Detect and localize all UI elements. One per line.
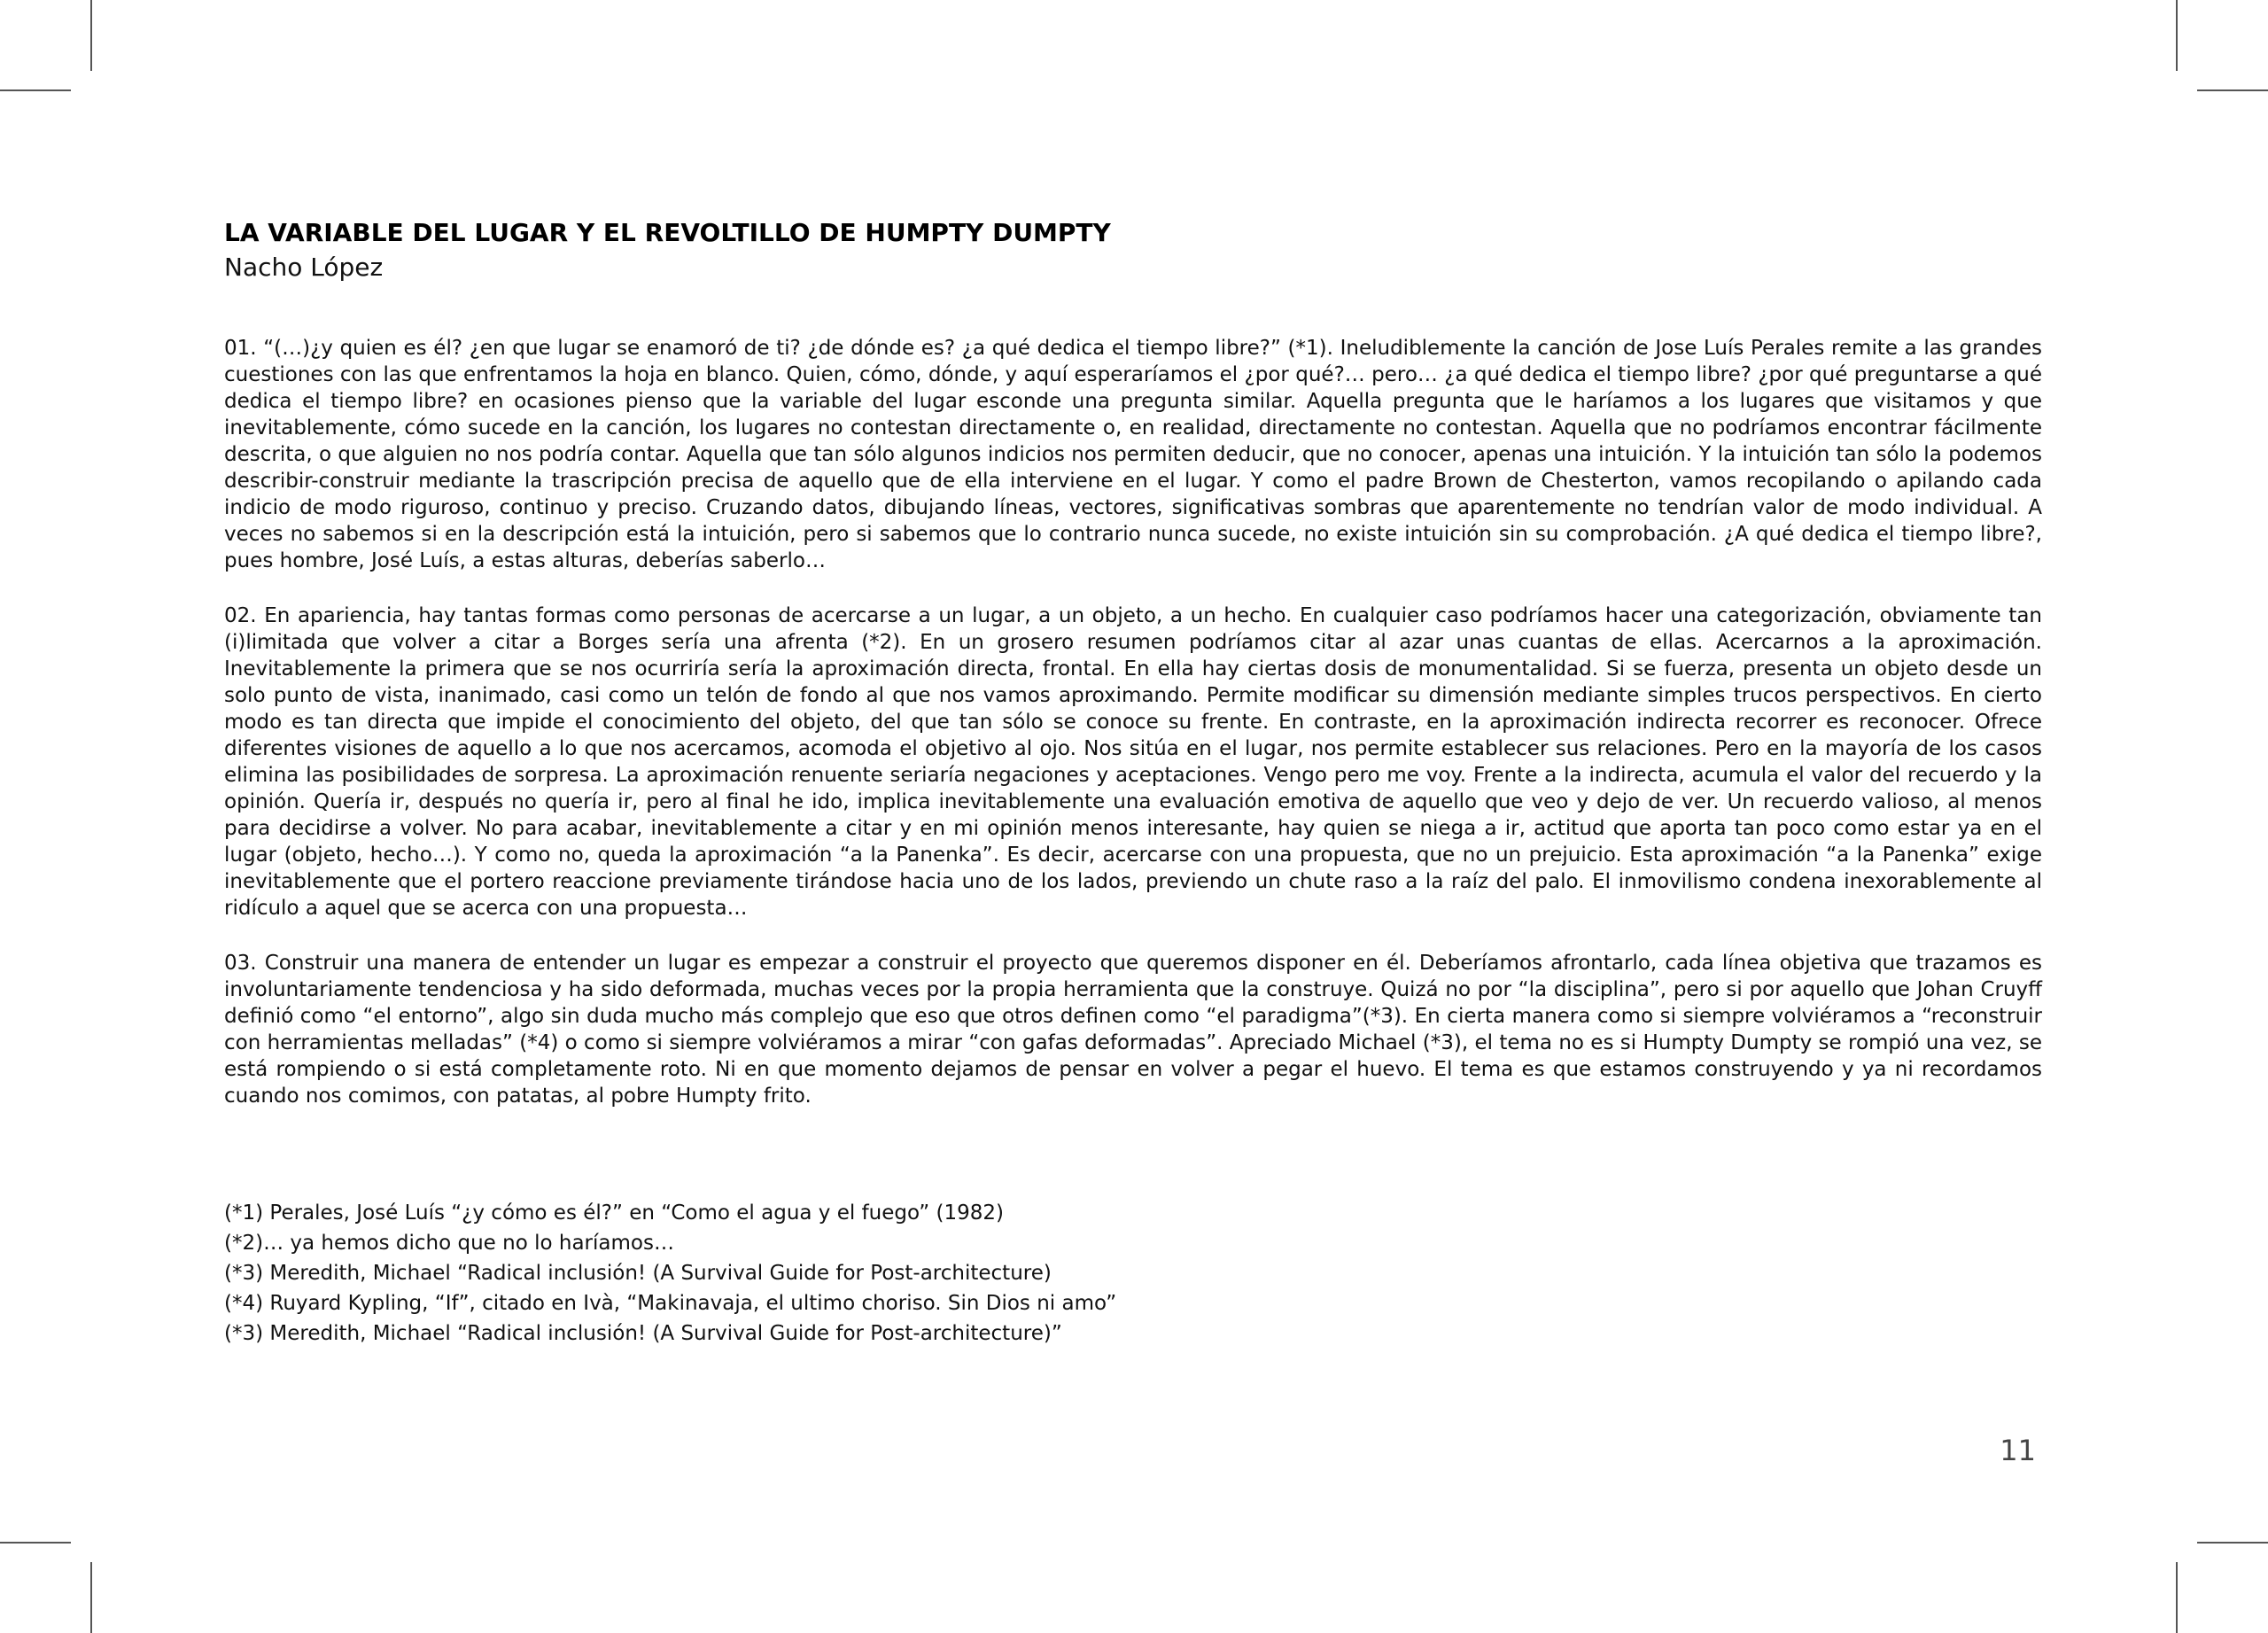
crop-mark bbox=[90, 0, 92, 71]
footnote: (*4) Ruyard Kypling, “If”, citado en Ivà, “Makinavaja, el ultimo choriso. Sin Dios ni amo” bbox=[224, 1292, 1117, 1315]
paragraph-01: 01. “(…)¿y quien es él? ¿en que lugar se enamoró de ti? ¿de dónde es? ¿a qué dedica el tiempo libre?” (*1). Ineludiblemente la canción de Jose Luís Perales remite a las grandes cuestiones con las que enfrentamos la hoja en blanco. Quien, cómo, dónde, y aquí esperaríamos el ¿por qué?… pero… ¿a qué dedica el tiempo libre? ¿por qué preguntarse a qué dedica el tiempo libre? en ocasiones pienso que la variable del lugar esconde una pregunta similar. Aquella pregunta que le haríamos a los lugares que visitamos y que inevitablemente, cómo sucede en la canción, los lugares no contestan directamente o, en realidad, directamente no contestan. Aquella que no podríamos encontrar fácilmente descrita, o que alguien no nos podría contar. Aquella que tan sólo algunos indicios nos permiten deducir, que no conocer, apenas una intuición. Y la intuición tan sólo la podemos describir-construir mediante la trascripción precisa de aquello que de ella interviene en el lugar. Y como el padre Brown de Chesterton, vamos recopilando o apilando cada indicio de modo riguroso, continuo y preciso. Cruzando datos, dibujando líneas, vectores, significativas sombras que aparentemente no tendrían valor de modo individual. A veces no sabemos si en la descripción está la intuición, pero si sabemos que lo contrario nunca sucede, no existe intuición sin su comprobación. ¿A qué dedica el tiempo libre?, pues hombre, José Luís, a estas alturas, deberías saberlo… bbox=[224, 337, 2042, 572]
article-author: Nacho López bbox=[224, 253, 384, 282]
crop-mark bbox=[2176, 0, 2178, 71]
footnote: (*3) Meredith, Michael “Radical inclusión! (A Survival Guide for Post-architecture) bbox=[224, 1262, 1052, 1285]
footnote: (*2)… ya hemos dicho que no lo haríamos… bbox=[224, 1232, 674, 1255]
page-content bbox=[224, 218, 2042, 1349]
article-title: LA VARIABLE DEL LUGAR Y EL REVOLTILLO DE HUMPTY DUMPTY bbox=[224, 218, 1111, 247]
footnote: (*1) Perales, José Luís “¿y cómo es él?” en “Como el agua y el fuego” (1982) bbox=[224, 1201, 1004, 1225]
article-body bbox=[224, 335, 2042, 1109]
crop-mark bbox=[0, 89, 71, 91]
footnotes bbox=[224, 1198, 2042, 1349]
crop-mark bbox=[0, 1542, 71, 1544]
paragraph-03: 03. Construir una manera de entender un lugar es empezar a construir el proyecto que queremos disponer en él. Deberíamos afrontarlo, cada línea objetiva que trazamos es involuntariamente tendenciosa y ha sido deformada, muchas veces por la propia herramienta que la construye. Quizá no por “la disciplina”, pero si por aquello que Johan Cruyff definió como “el entorno”, algo sin duda mucho más complejo que eso que otros definen como “el paradigma”(*3). En cierta manera como si siempre volviéramos a “reconstruir con herramientas melladas” (*4) o como si siempre volviéramos a mirar “con gafas deformadas”. Apreciado Michael (*3), el tema no es si Humpty Dumpty se rompió una vez, se está rompiendo o si está completamente roto. Ni en que momento dejamos de pensar en volver a pegar el huevo. El tema es que estamos construyendo y ya ni recordamos cuando nos comimos, con patatas, al pobre Humpty frito. bbox=[224, 952, 2042, 1108]
crop-mark bbox=[2197, 89, 2268, 91]
footnote: (*3) Meredith, Michael “Radical inclusión! (A Survival Guide for Post-architecture)” bbox=[224, 1322, 1062, 1345]
paragraph-02: 02. En apariencia, hay tantas formas como personas de acercarse a un lugar, a un objeto, a un hecho. En cualquier caso podríamos hacer una categorización, obviamente tan (i)limitada que volver a citar a Borges sería una afrenta (*2). En un grosero resumen podríamos citar al azar unas cuantas de ellas. Acercarnos a la aproximación. Inevitablemente la primera que se nos ocurriría sería la aproximación directa, frontal. En ella hay ciertas dosis de monumentalidad. Si se fuerza, presenta un objeto desde un solo punto de vista, inanimado, casi como un telón de fondo al que nos vamos aproximando. Permite modificar su dimensión mediante simples trucos perspectivos. En cierto modo es tan directa que impide el conocimiento del objeto, del que tan sólo se conoce su frente. En contraste, en la aproximación indirecta recorrer es reconocer. Ofrece diferentes visiones de aquello a lo que nos acercamos, acomoda el objetivo al ojo. Nos sitúa en el lugar, nos permite establecer sus relaciones. Pero en la mayoría de los casos elimina las posibilidades de sorpresa. La aproximación renuente seriaría negaciones y aceptaciones. Vengo pero me voy. Frente a la indirecta, acumula el valor del recuerdo y la opinión. Quería ir, después no quería ir, pero al final he ido, implica inevitablemente una evaluación emotiva de aquello que veo y dejo de ver. Un recuerdo valioso, al menos para decidirse a volver. No para acabar, inevitablemente a citar y en mi opinión menos interesante, hay quien se niega a ir, actitud que aporta tan poco como estar ya en el lugar (objeto, hecho…). Y como no, queda la aproximación “a la Panenka”. Es decir, acercarse con una propuesta, que no un prejuicio. Esta aproximación “a la Panenka” exige inevitablemente que el portero reaccione previamente tirándose hacia uno de los lados, previendo un chute raso a la raíz del palo. El inmovilismo condena inexorablemente al ridículo a aquel que se acerca con una propuesta… bbox=[224, 604, 2042, 920]
crop-mark bbox=[90, 1562, 92, 1633]
crop-mark bbox=[2176, 1562, 2178, 1633]
crop-mark bbox=[2197, 1542, 2268, 1544]
page-number: 11 bbox=[2000, 1434, 2036, 1467]
